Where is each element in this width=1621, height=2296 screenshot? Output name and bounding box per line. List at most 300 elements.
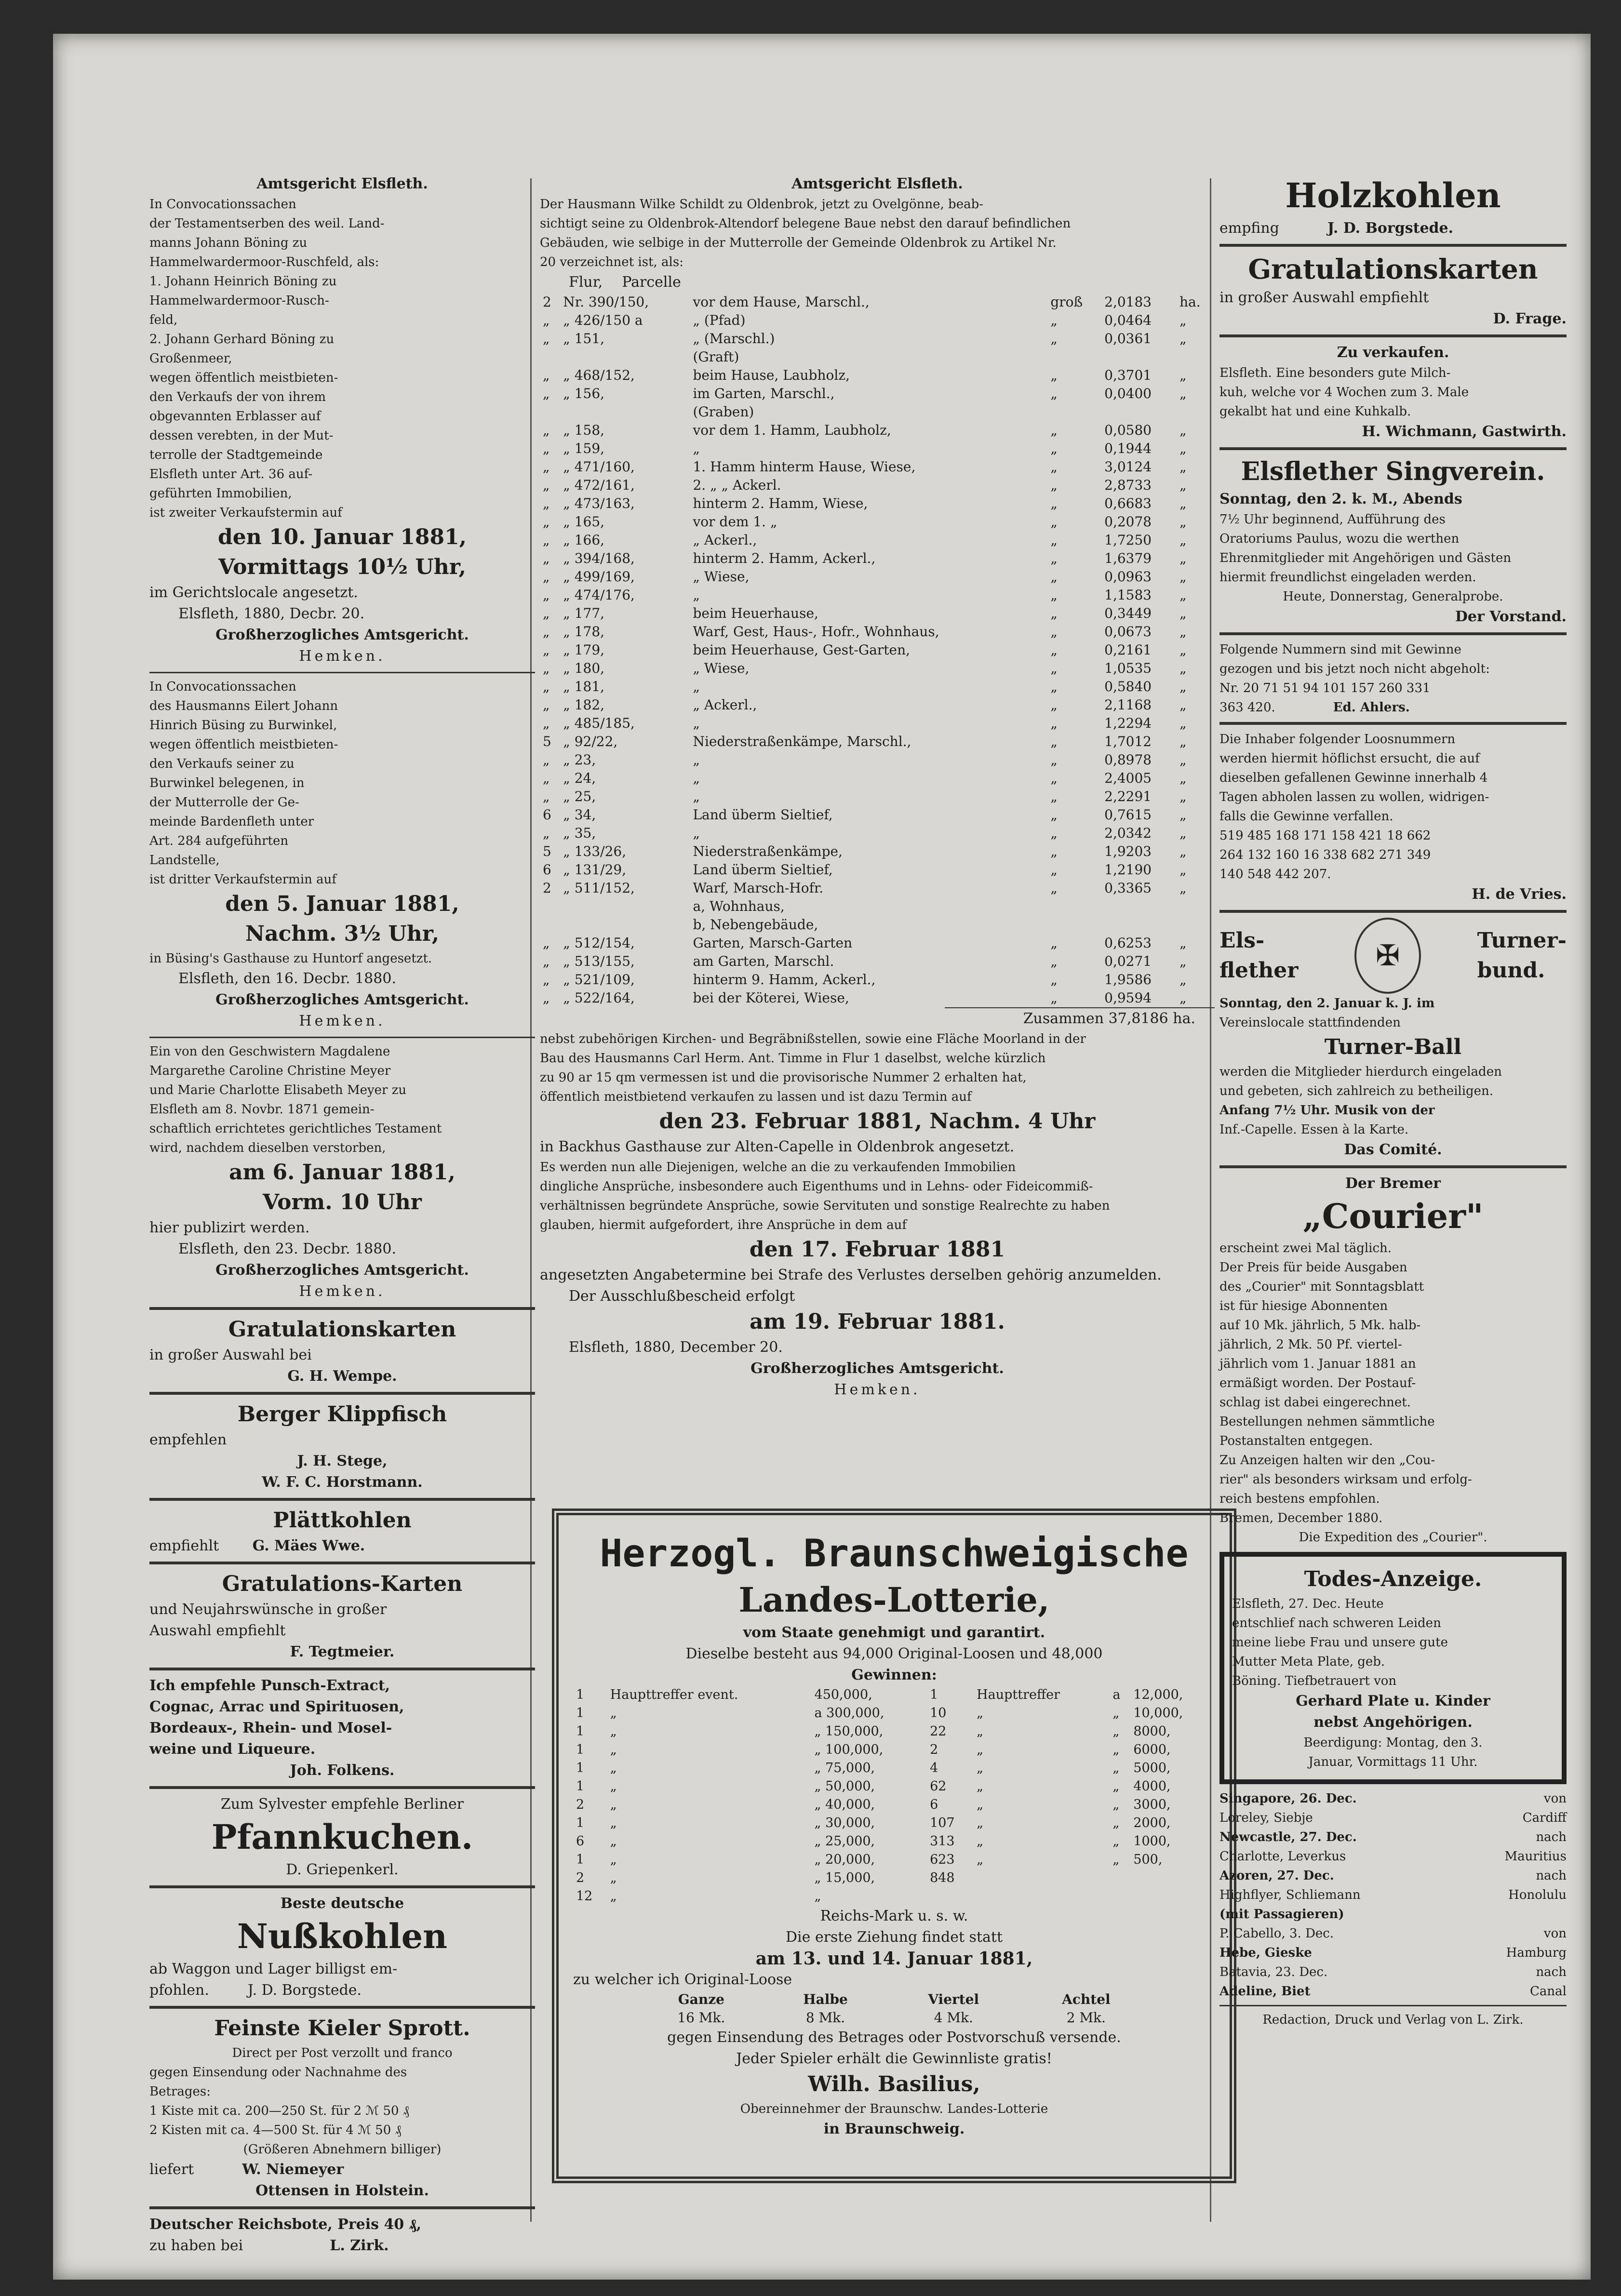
parcel-row-cell xyxy=(540,916,560,934)
parcel-row-cell: „ xyxy=(1050,495,1058,511)
ship-route: Hamburg xyxy=(1506,1946,1567,1960)
prize-row-cell: „ xyxy=(610,1815,617,1830)
text-line: 20 verzeichnet ist, als: xyxy=(540,255,683,269)
notice-date: am 6. Januar 1881, xyxy=(229,1160,455,1185)
parcel-row-cell: „ (Pfad) xyxy=(693,312,746,328)
lottery-text: Gewinnen: xyxy=(851,1667,937,1683)
parcel-row-cell: „ xyxy=(1050,862,1058,878)
parcel-row-cell: „ xyxy=(543,367,550,383)
parcel-row-cell: „ 182, xyxy=(563,697,605,713)
price-value: 16 Mk. xyxy=(677,2010,725,2026)
prize-row-cell xyxy=(974,1887,1110,1906)
parcel-row xyxy=(540,586,1215,604)
ship-route: von xyxy=(1543,1791,1567,1806)
ad-name: D. Frage. xyxy=(1493,310,1567,327)
parcel-row-cell: „ 511/152, xyxy=(563,880,635,896)
parcel-row-cell: Nr. 390/150, xyxy=(563,294,649,310)
parcel-row-cell: „ xyxy=(693,679,700,694)
parcel-row-cell: „ 133/26, xyxy=(563,843,627,859)
parcel-row xyxy=(540,989,1215,1007)
ad-name: G. Mäes Wwe. xyxy=(252,1537,365,1554)
parcel-row-cell: 1,6379 xyxy=(1104,550,1152,566)
divider xyxy=(149,1037,535,1038)
prize-row-cell: 107 xyxy=(930,1815,955,1830)
text-line: Elsfleth am 8. Novbr. 1871 gemein- xyxy=(149,1102,375,1117)
ad-text: Sonntag, den 2. k. M., Abends xyxy=(1219,491,1462,507)
parcel-row xyxy=(540,531,1215,549)
parcel-row-cell: 0,8978 xyxy=(1104,752,1152,768)
parcel-row-cell: „ xyxy=(1179,605,1187,621)
parcel-row-cell: „ 180, xyxy=(563,660,605,676)
ship-route: Canal xyxy=(1530,1984,1567,1999)
divider xyxy=(149,1498,535,1501)
shipping-news xyxy=(1219,1789,1567,2001)
price-value: 4 Mk. xyxy=(934,2010,973,2026)
parcel-row-cell xyxy=(1177,916,1215,934)
divider xyxy=(1219,334,1567,337)
ad-name: H. Wichmann, Gastwirth. xyxy=(1362,423,1567,440)
divider xyxy=(149,2206,535,2209)
ad-name: G. H. Wempe. xyxy=(287,1368,397,1385)
parcel-row-cell: „ xyxy=(543,514,550,530)
notice-dateline: Elsfleth, den 23. Decbr. 1880. xyxy=(178,1241,396,1257)
ad-text: gezogen und bis jetzt noch nicht abgeholt: xyxy=(1219,662,1490,676)
parcel-row-cell: „ xyxy=(1050,972,1058,988)
parcel-row-cell: 0,0963 xyxy=(1104,569,1152,585)
parcel-row-cell: „ 181, xyxy=(563,679,605,694)
prize-row-cell: 6 xyxy=(576,1834,585,1849)
parcel-row-cell: hinterm 2. Hamm, Ackerl., xyxy=(693,550,876,566)
imprint: Redaction, Druck und Verlag von L. Zirk. xyxy=(1262,2013,1524,2027)
parcel-row-cell: „ xyxy=(1179,660,1187,676)
prize-row-cell: „ xyxy=(610,1834,617,1849)
parcel-row-cell: „ xyxy=(1179,935,1187,951)
parcel-row-cell: „ xyxy=(543,697,550,713)
parcel-row-cell: 2,2291 xyxy=(1104,788,1152,804)
prize-row xyxy=(573,1686,1215,1704)
text-line: In Convocationssachen xyxy=(149,680,296,694)
parcel-row-cell: „ 177, xyxy=(563,605,605,621)
parcel-row-cell: „ xyxy=(1050,697,1058,713)
parcel-row-cell xyxy=(1047,916,1101,934)
text-line: Elsfleth, 27. Dec. Heute xyxy=(1232,1597,1384,1611)
prize-row-cell: „ xyxy=(610,1797,617,1812)
text-line: In Convocationssachen xyxy=(149,197,296,212)
parcel-row-cell: „ 468/152, xyxy=(563,367,635,383)
text-line: rier" als besonders wirksam und erfolg- xyxy=(1219,1472,1472,1487)
ship-name: Loreley, Siebje xyxy=(1219,1811,1313,1825)
parcel-row-cell: „ xyxy=(1179,367,1187,383)
parcel-row-cell: „ xyxy=(1050,935,1058,951)
prize-row-cell: 10 xyxy=(930,1706,947,1721)
notice-date: den 17. Februar 1881 xyxy=(749,1237,1005,1262)
ad-title: Berger Klippfisch xyxy=(237,1402,447,1427)
text-line: Landstelle, xyxy=(149,853,220,868)
ad-courier xyxy=(1219,1173,1567,1547)
parcel-row-cell: „ xyxy=(1050,825,1058,841)
prize-row-cell: 22 xyxy=(930,1724,947,1739)
prize-row-cell: 1 xyxy=(576,1687,585,1702)
prize-row xyxy=(573,1887,1215,1906)
parcel-row-cell: „ xyxy=(1179,679,1187,694)
notice-time: Vormittags 10½ Uhr, xyxy=(218,555,466,579)
parcel-row xyxy=(540,330,1215,348)
ad-title: Zu verkaufen. xyxy=(1337,344,1449,361)
parcel-row-cell xyxy=(540,403,560,421)
ad-text: Auswahl empfiehlt xyxy=(149,1622,286,1639)
prize-row-cell: 2 xyxy=(576,1870,585,1885)
text-line: Hammelwardermoor-Rusch- xyxy=(149,294,329,308)
parcel-row xyxy=(540,952,1215,971)
prize-row-cell: „ 25,000, xyxy=(814,1834,875,1849)
column-left xyxy=(149,174,535,2254)
parcel-row-cell: 1,1583 xyxy=(1104,587,1152,603)
price-head: Achtel xyxy=(1062,1991,1111,2007)
parcel-row-cell: „ 166, xyxy=(563,532,605,548)
ad-name: J. D. Borgstede. xyxy=(1327,220,1454,237)
parcel-row-cell: „ 24, xyxy=(563,770,596,786)
prize-row xyxy=(573,1777,1215,1796)
ad-text: empfiehlt G. Mäes Wwe. xyxy=(149,1537,365,1554)
parcel-row-cell: 0,1944 xyxy=(1104,441,1152,456)
parcel-row-cell xyxy=(560,897,690,916)
ad-tegtmeier xyxy=(149,1569,535,1663)
parcel-row-cell: „ xyxy=(1050,331,1058,347)
parcel-row-cell xyxy=(1047,897,1101,916)
lottery-text: Obereinnehmer der Braunschw. Landes-Lotterie xyxy=(740,2102,1048,2116)
prize-row-cell: „ xyxy=(1112,1815,1120,1830)
parcel-row-cell: „ xyxy=(1179,990,1187,1006)
parcel-row xyxy=(540,971,1215,989)
parcel-row-cell: „ xyxy=(1050,367,1058,383)
prize-row-cell: „ xyxy=(1112,1797,1120,1812)
ad-name: L. Zirk. xyxy=(330,2237,389,2254)
ad-text: in großer Auswahl empfiehlt xyxy=(1219,289,1429,306)
divider xyxy=(149,1668,535,1670)
parcel-row xyxy=(540,476,1215,494)
parcel-row-cell: „ 35, xyxy=(563,825,596,841)
death-text: Januar, Vormittags 11 Uhr. xyxy=(1308,1755,1478,1769)
ad-gratulationskarten xyxy=(1219,252,1567,330)
text-line: manns Johann Böning zu xyxy=(149,236,308,250)
parcel-row-cell: 0,3365 xyxy=(1104,880,1152,896)
parcel-row-cell: 2 xyxy=(543,294,551,310)
text-line: schlag ist dabei eingerechnet. xyxy=(1219,1395,1411,1410)
prize-row xyxy=(573,1832,1215,1851)
ad-kieler-sprott xyxy=(149,2014,535,2202)
prize-row-cell: „ 75,000, xyxy=(814,1761,875,1775)
text-line: Margarethe Caroline Christine Meyer xyxy=(149,1064,391,1078)
parcel-row-cell: 1,2294 xyxy=(1104,715,1152,731)
text-line: wegen öffentlich meistbieten- xyxy=(149,371,338,385)
parcel-row xyxy=(540,769,1215,788)
text-line: der Testamentserben des weil. Land- xyxy=(149,216,385,231)
parcel-row-cell: „ xyxy=(1050,514,1058,530)
parcel-row-cell: ha. xyxy=(1179,294,1201,310)
parcel-row-cell: 1,2190 xyxy=(1104,862,1152,878)
notice-date: den 23. Februar 1881, Nachm. 4 Uhr xyxy=(659,1109,1096,1134)
ad-name: D. Griepenkerl. xyxy=(286,1861,399,1878)
ad-reichsbote xyxy=(149,2214,535,2256)
ad-title: Gratulationskarten xyxy=(228,1317,456,1342)
ad-text: Zum Sylvester empfehle Berliner xyxy=(220,1796,464,1813)
parcel-row-cell: 2,4005 xyxy=(1104,770,1152,786)
ad-text: ab Waggon und Lager billigst em- xyxy=(149,1961,398,1977)
parcel-row-cell: „ xyxy=(693,770,700,786)
parcel-row-cell: „ xyxy=(1179,770,1187,786)
lottery-seller: Wilh. Basilius, xyxy=(808,2072,980,2096)
lottery-text: gegen Einsendung des Betrages oder Postvorschuß versende. xyxy=(667,2029,1121,2046)
parcel-row-cell: „ 179, xyxy=(563,642,605,658)
parcel-row-cell: „ xyxy=(1179,807,1187,823)
prize-row-cell: „ 40,000, xyxy=(814,1797,875,1812)
parcel-row-cell: „ xyxy=(1050,660,1058,676)
parcel-row-cell: „ 472/161, xyxy=(563,477,635,493)
lottery-advertisement xyxy=(552,1508,1236,2183)
parcel-row-cell: 5 xyxy=(543,734,551,749)
parcel-row xyxy=(540,751,1215,769)
parcel-row-cell: „ 499/169, xyxy=(563,569,635,585)
parcel-row-cell: „ xyxy=(1179,569,1187,585)
parcel-row-cell: „ xyxy=(1179,788,1187,804)
prize-row-cell: „ xyxy=(610,1761,617,1775)
parcel-row-cell: „ xyxy=(1050,807,1058,823)
prize-row xyxy=(573,1851,1215,1869)
prize-row xyxy=(573,1722,1215,1741)
parcel-row-cell xyxy=(1047,403,1101,421)
prize-row-cell: „ xyxy=(977,1779,984,1794)
text-line: 519 485 168 171 158 421 18 662 xyxy=(1219,828,1431,843)
text-line: öffentlich meistbietend verkaufen zu lassen und ist dazu Termin auf xyxy=(540,1090,972,1104)
prize-table xyxy=(573,1686,1215,1906)
prize-row-cell: „ 100,000, xyxy=(814,1742,884,1757)
ad-text: Sonntag, den 2. Januar k. J. im xyxy=(1219,996,1435,1011)
prize-row-cell: „ xyxy=(977,1834,984,1849)
ship-route: Honolulu xyxy=(1508,1888,1567,1902)
ad-text: gekalbt hat und eine Kuhkalb. xyxy=(1219,404,1411,419)
prize-row-cell: „ xyxy=(1112,1742,1120,1757)
divider xyxy=(1219,2005,1567,2006)
text-line: Ein von den Geschwistern Magdalene xyxy=(149,1044,390,1059)
parcel-row-cell: vor dem 1. „ xyxy=(693,514,777,530)
divider xyxy=(1219,910,1567,913)
parcel-row xyxy=(540,623,1215,641)
parcel-row-cell: „ xyxy=(1050,532,1058,548)
parcel-row-cell: „ xyxy=(1050,734,1058,749)
parcel-row xyxy=(540,897,1215,916)
text-line: Art. 284 aufgeführten xyxy=(149,834,289,848)
parcel-row-cell: „ 522/164, xyxy=(563,990,635,1006)
parcel-row-cell xyxy=(1101,897,1177,916)
ship-route: Cardiff xyxy=(1522,1811,1567,1825)
parcel-row xyxy=(540,934,1215,952)
ship-row xyxy=(1219,1866,1567,1885)
parcel-row-cell: 0,6253 xyxy=(1104,935,1152,951)
prize-row-cell: 1 xyxy=(576,1742,585,1757)
text-line: Großenmeer, xyxy=(149,351,232,366)
ship-name: Adeline, Biet xyxy=(1219,1984,1311,1999)
notice-body xyxy=(149,1042,535,1158)
prize-row-cell: 8000, xyxy=(1133,1724,1171,1739)
prize-row-cell: 2000, xyxy=(1133,1815,1171,1830)
parcel-row-cell: „ xyxy=(1179,514,1187,530)
parcel-row-cell: „ xyxy=(543,441,550,456)
text-line: 264 132 160 16 338 682 271 349 xyxy=(1219,848,1431,862)
parcel-row-cell: „ xyxy=(1050,441,1058,456)
parcel-row-cell: „ xyxy=(1050,990,1058,1006)
ad-plaettkohlen xyxy=(149,1506,535,1557)
parcel-row xyxy=(540,385,1215,403)
court-notice-boening xyxy=(149,174,535,667)
ad-text: Betrages: xyxy=(149,2084,211,2099)
parcel-row-cell: „ xyxy=(1179,477,1187,493)
parcel-row-cell: 0,0271 xyxy=(1104,953,1152,969)
prize-row-cell: „ 20,000, xyxy=(814,1852,875,1867)
prize-row-cell: „ 30,000, xyxy=(814,1815,875,1830)
ship-row xyxy=(1219,1828,1567,1847)
ship-row xyxy=(1219,1982,1567,2001)
parcel-row-cell: „ xyxy=(1179,715,1187,731)
parcel-row-cell: 0,6683 xyxy=(1104,495,1152,511)
parcel-row-cell: 6 xyxy=(543,862,551,878)
prize-row-cell: 4000, xyxy=(1133,1779,1171,1794)
parcel-row-cell: „ xyxy=(1179,459,1187,475)
notice-judge: Hemken. xyxy=(299,1283,386,1300)
ad-loosnummern xyxy=(1219,730,1567,884)
ship-name: Newcastle, 27. Dec. xyxy=(1219,1830,1357,1844)
parcel-row xyxy=(540,604,1215,623)
notice-dateline: Elsfleth, den 16. Decbr. 1880. xyxy=(178,970,396,987)
prize-row xyxy=(573,1796,1215,1814)
prize-row xyxy=(573,1814,1215,1832)
parcel-row xyxy=(540,696,1215,714)
parcel-row xyxy=(540,458,1215,476)
parcel-row-cell: „ xyxy=(1179,642,1187,658)
ad-title: Holzkohlen xyxy=(1285,175,1501,215)
ad-nusskohlen xyxy=(149,1893,535,2001)
parcel-table xyxy=(540,293,1215,1007)
ship-route: Mauritius xyxy=(1504,1849,1567,1864)
notice-judge: Hemken. xyxy=(299,648,386,665)
lottery-text: zu welcher ich Original-Loose xyxy=(573,1971,792,1988)
parcel-row-cell: „ xyxy=(543,532,550,548)
text-line: Bremen, December 1880. xyxy=(1219,1511,1383,1525)
text-line: Zu Anzeigen halten wir den „Cou- xyxy=(1219,1453,1435,1468)
prize-row-cell: 1 xyxy=(576,1779,585,1794)
parcel-row-cell: 0,0464 xyxy=(1104,312,1152,328)
parcel-row xyxy=(540,714,1215,733)
death-text: Beerdigung: Montag, den 3. xyxy=(1303,1735,1483,1750)
ship-name: Batavia, 23. Dec. xyxy=(1219,1965,1328,1979)
text-line: Es werden nun alle Diejenigen, welche an die zu verkaufenden Immobilien xyxy=(540,1160,1016,1175)
divider xyxy=(149,1562,535,1564)
ad-text: Cognac, Arrac und Spirituosen, xyxy=(149,1698,404,1715)
parcel-row-cell: „ 159, xyxy=(563,441,605,456)
notice-date: am 19. Februar 1881. xyxy=(750,1309,1005,1334)
prize-row-cell: „ xyxy=(814,1889,821,1904)
parcel-row-cell: b, Nebengebäude, xyxy=(693,917,818,933)
text-line: schaftlich errichtetes gerichtliches Testament xyxy=(149,1121,442,1136)
parcel-row-cell xyxy=(1101,916,1177,934)
ship-name: Charlotte, Leverkus xyxy=(1219,1849,1346,1864)
prize-row-cell: „ xyxy=(977,1724,984,1739)
parcel-row-cell: „ xyxy=(1179,331,1187,347)
parcel-row-cell: „ xyxy=(1179,953,1187,969)
parcel-row-cell: „ xyxy=(1179,495,1187,511)
prize-row-cell: „ xyxy=(977,1761,984,1775)
parcel-row-cell: „ xyxy=(1179,843,1187,859)
ship-row xyxy=(1219,1924,1567,1943)
prize-row-cell: „ xyxy=(610,1852,617,1867)
ad-place: Ottensen in Holstein. xyxy=(255,2182,429,2199)
ad-title: Nußkohlen xyxy=(237,1916,448,1956)
parcel-row-cell: „ xyxy=(1050,477,1058,493)
prize-row-cell: „ xyxy=(1112,1724,1120,1739)
ad-text: Heute, Donnerstag, Generalprobe. xyxy=(1283,589,1503,604)
parcel-row-cell: 1,9586 xyxy=(1104,972,1152,988)
text-line: des „Courier" mit Sonntagsblatt xyxy=(1219,1280,1424,1294)
parcel-row-cell: beim Heuerhause, xyxy=(693,605,818,621)
parcel-row xyxy=(540,513,1215,531)
parcel-row-cell: „ xyxy=(543,953,550,969)
parcel-row-cell: hinterm 2. Hamm, Wiese, xyxy=(693,495,868,511)
parcel-row xyxy=(540,366,1215,385)
notice-date: den 10. Januar 1881, xyxy=(217,525,467,549)
notice-court: Großherzogliches Amtsgericht. xyxy=(215,627,469,643)
prize-row-cell: 500, xyxy=(1133,1852,1163,1867)
parcel-row-cell: „ 474/176, xyxy=(563,587,635,603)
ad-turnerbund: Els- flether ✠ Turner- bund. Sonntag, den 2. Januar k. J. im Vereinslocale stattfindenden Turner-Ball werden die Mitglieder hierdurch eingeladen und gebeten, sich zahlreich zu betheiligen. Anfang 7½ Uhr. Musik von der Inf.-Capelle. Essen à la Karte. Das Comité. xyxy=(1219,918,1567,1161)
prize-row-cell: 1 xyxy=(930,1687,938,1702)
parcel-row xyxy=(540,293,1215,311)
ad-name: J. H. Stege, xyxy=(297,1453,388,1469)
text-line: Hinrich Büsing zu Burwinkel, xyxy=(149,718,337,733)
parcel-row-cell: (Graft) xyxy=(693,349,739,365)
turner-emblem-icon: ✠ xyxy=(1354,918,1421,994)
parcel-row xyxy=(540,494,1215,513)
text-line: Mutter Meta Plate, geb. xyxy=(1232,1655,1385,1669)
parcel-row-cell: 2,1168 xyxy=(1104,697,1152,713)
parcel-row xyxy=(540,733,1215,751)
prize-row-cell: „ xyxy=(610,1706,617,1721)
parcel-row xyxy=(540,879,1215,897)
ad-name: H. de Vries. xyxy=(1472,886,1567,903)
parcel-row-cell: 2 xyxy=(543,880,551,896)
ad-name: F. Tegtmeier. xyxy=(290,1643,395,1660)
parcel-row-cell: Land überm Sieltief, xyxy=(693,862,833,878)
text-line: geführten Immobilien, xyxy=(149,486,292,501)
prize-row-cell: Haupttreffer event. xyxy=(610,1687,738,1702)
ad-text: zu haben bei L. Zirk. xyxy=(149,2237,389,2254)
parcel-row-cell: „ 158, xyxy=(563,422,605,438)
ship-route: nach xyxy=(1536,1965,1567,1979)
prize-row-cell: 1 xyxy=(576,1852,585,1867)
ad-wempe xyxy=(149,1315,535,1387)
text-line: dessen verebten, in der Mut- xyxy=(149,428,334,443)
parcel-row-cell xyxy=(1177,348,1215,366)
parcel-row-cell: groß xyxy=(1050,294,1083,310)
ad-griepenkerl xyxy=(149,1794,535,1881)
text-line: ist für hiesige Abonnenten xyxy=(1219,1299,1388,1313)
divider xyxy=(1219,632,1567,635)
parcel-row-cell: „ xyxy=(1050,624,1058,640)
text-line: erscheint zwei Mal täglich. xyxy=(1219,1241,1392,1255)
parcel-row-cell: „ xyxy=(693,788,700,804)
lottery-text: Dieselbe besteht aus 94,000 Original-Loosen und 48,000 xyxy=(685,1645,1103,1662)
text-line: meine liebe Frau und unsere gute xyxy=(1232,1635,1448,1650)
prize-row-cell: 12 xyxy=(576,1889,593,1904)
parcel-row-cell: „ xyxy=(543,459,550,475)
